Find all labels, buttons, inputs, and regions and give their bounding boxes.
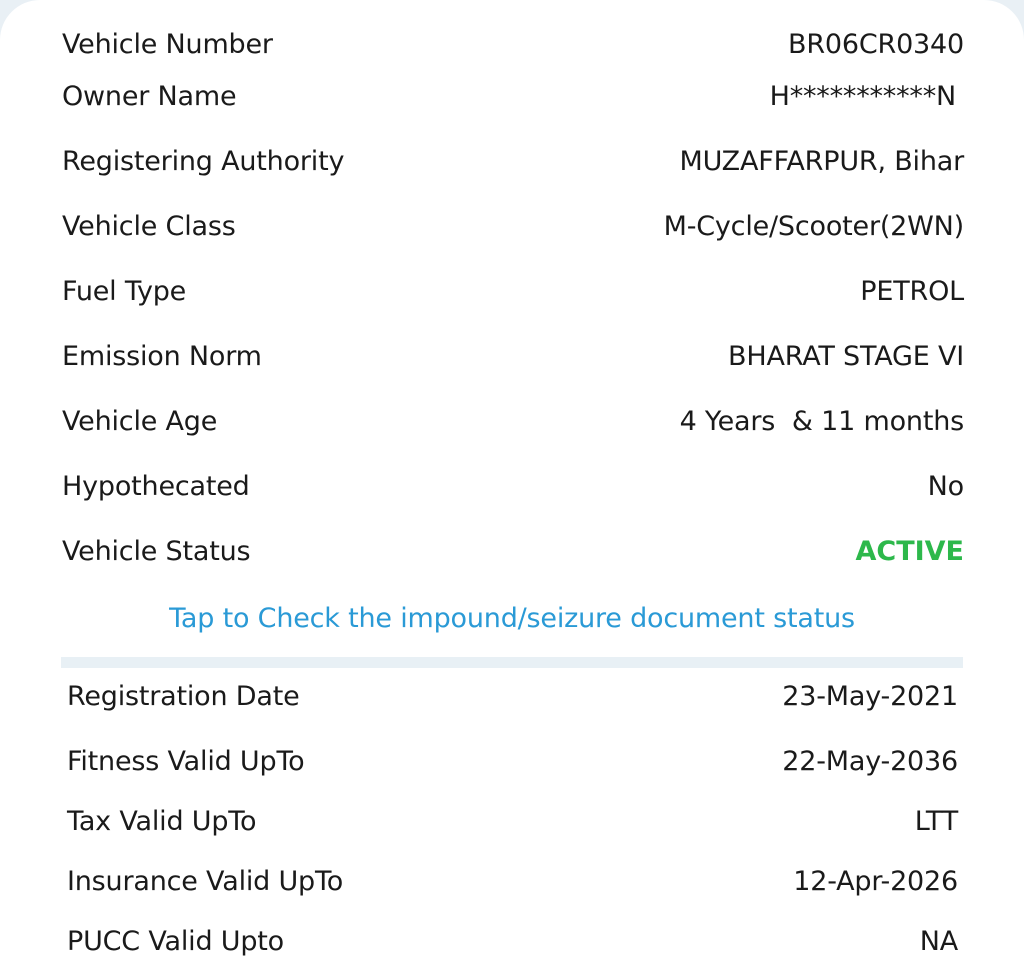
emission-norm-label: Emission Norm [62, 340, 262, 372]
row-vehicle-status [62, 531, 964, 571]
fuel-type-label: Fuel Type [62, 275, 187, 307]
row-fitness-valid-upto [67, 741, 958, 781]
vehicle-number-label: Vehicle Number [62, 28, 273, 60]
tax-valid-upto-label: Tax Valid UpTo [67, 805, 257, 837]
fuel-type-value: PETROL [860, 275, 964, 307]
row-vehicle-number [62, 24, 964, 64]
impound-status-link[interactable]: Tap to Check the impound/seizure document status [169, 603, 855, 634]
row-hypothecated [62, 466, 964, 506]
section-divider [61, 657, 963, 668]
registration-date-value: 23-May-2021 [782, 680, 958, 712]
vehicle-age-label: Vehicle Age [62, 405, 218, 437]
row-vehicle-age [62, 401, 964, 441]
insurance-valid-upto-label: Insurance Valid UpTo [67, 865, 344, 897]
vehicle-class-label: Vehicle Class [62, 210, 236, 242]
registering-authority-label: Registering Authority [62, 145, 345, 177]
row-vehicle-class [62, 206, 964, 246]
insurance-valid-upto-value: 12-Apr-2026 [793, 865, 958, 897]
pucc-valid-upto-value: NA [919, 925, 958, 957]
row-emission-norm [62, 336, 964, 376]
row-owner-name [62, 76, 964, 116]
vehicle-status-badge: ACTIVE [855, 535, 964, 567]
row-registering-authority [62, 141, 964, 181]
vehicle-status-label: Vehicle Status [62, 535, 251, 567]
hypothecated-value: No [927, 470, 964, 502]
vehicle-class-value: M-Cycle/Scooter(2WN) [663, 210, 964, 242]
emission-norm-value: BHARAT STAGE VI [728, 340, 964, 372]
fitness-valid-upto-label: Fitness Valid UpTo [67, 745, 305, 777]
vehicle-number-value: BR06CR0340 [788, 28, 964, 60]
fitness-valid-upto-value: 22-May-2036 [782, 745, 958, 777]
tax-valid-upto-value: LTT [914, 805, 958, 837]
row-tax-valid-upto [67, 801, 958, 841]
registration-date-label: Registration Date [67, 680, 300, 712]
row-registration-date [67, 676, 958, 716]
registering-authority-value: MUZAFFARPUR, Bihar [679, 145, 964, 177]
row-insurance-valid-upto [67, 861, 958, 901]
row-fuel-type [62, 271, 964, 311]
owner-name-label: Owner Name [62, 80, 237, 112]
row-pucc-valid-upto [67, 921, 958, 961]
vehicle-age-value: 4 Years & 11 months [679, 405, 964, 437]
pucc-valid-upto-label: PUCC Valid Upto [67, 925, 284, 957]
hypothecated-label: Hypothecated [62, 470, 250, 502]
owner-name-value: H***********N [769, 80, 956, 112]
